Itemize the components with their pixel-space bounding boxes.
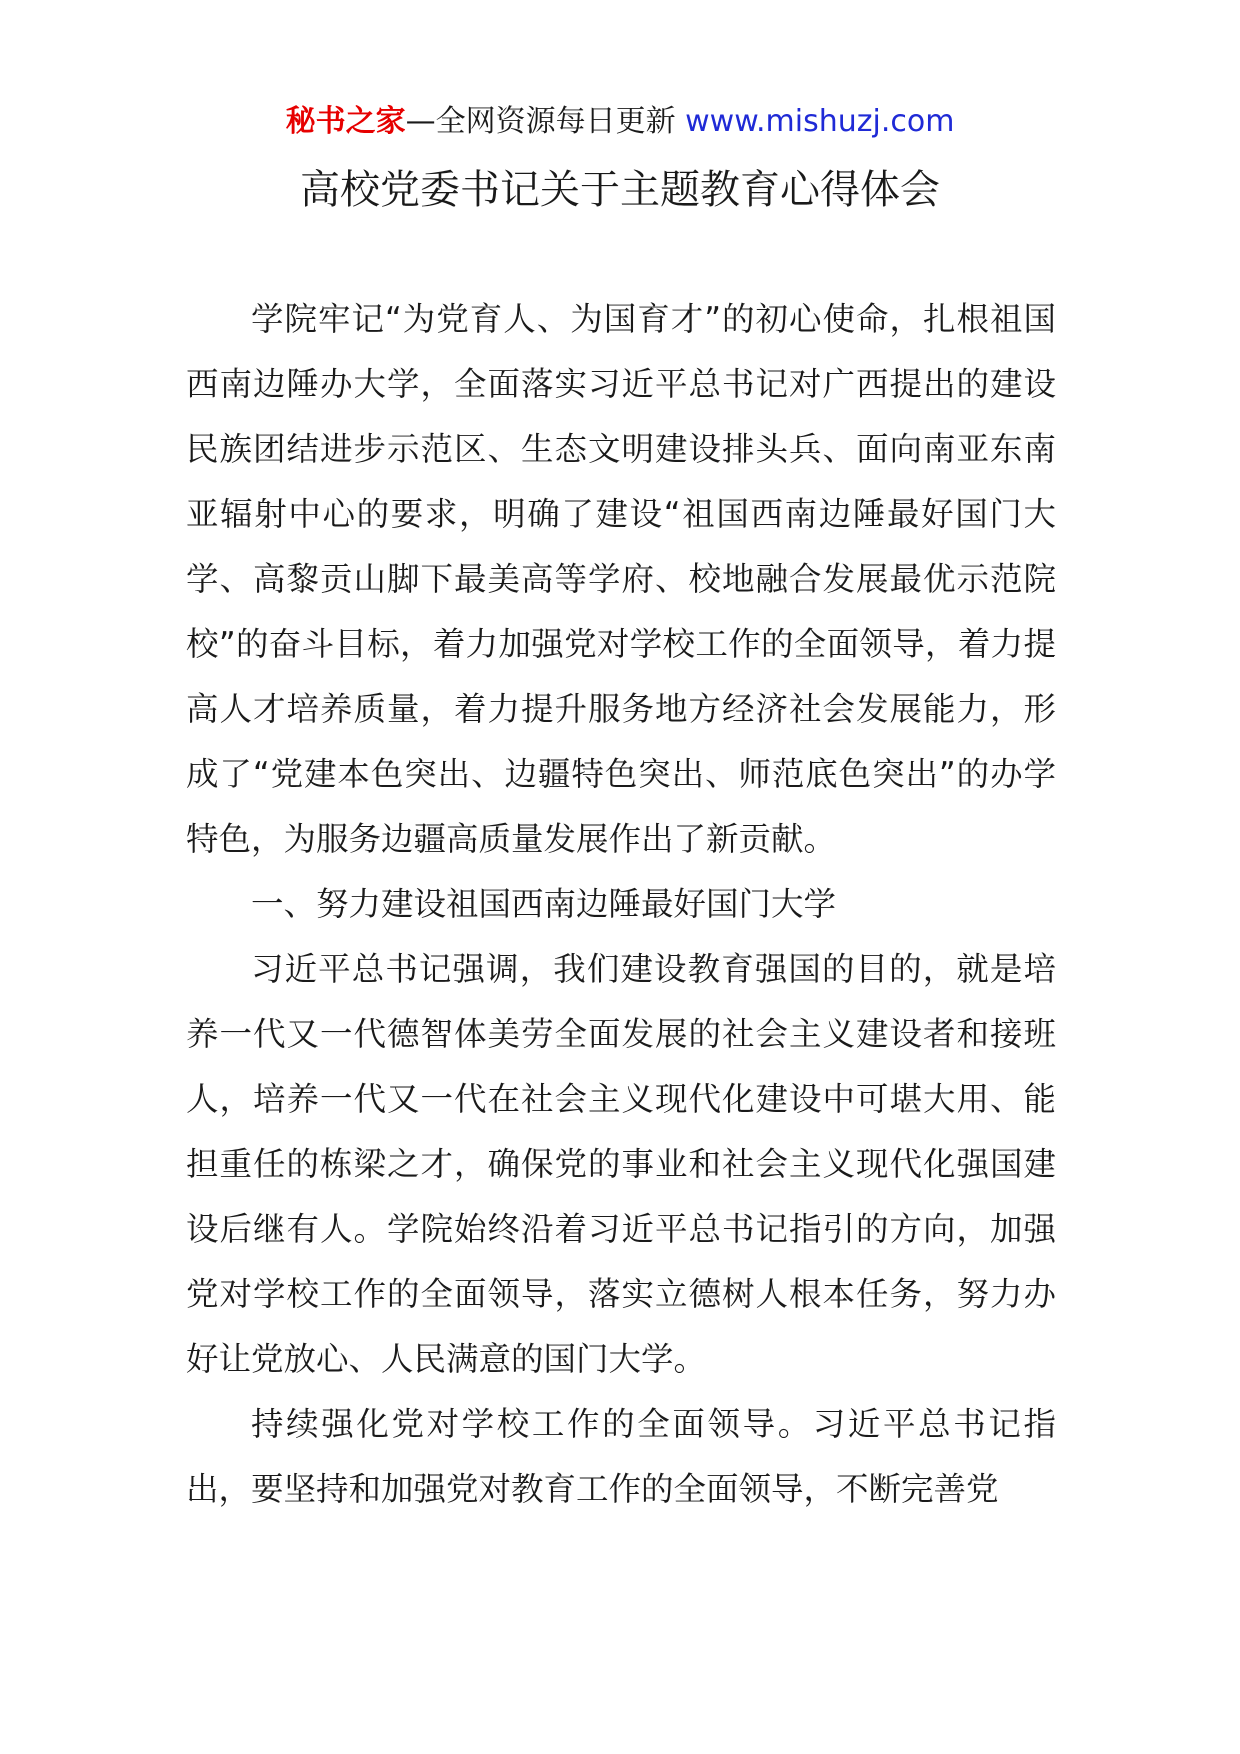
section-heading: 一、努力建设祖国西南边陲最好国门大学 — [251, 885, 837, 923]
brand-name: 秘书之家 — [285, 104, 406, 139]
document-title: 高校党委书记关于主题教育心得体会 — [300, 167, 940, 213]
paragraph: 习近平总书记强调，我们建设教育强国的目的，就是培养一代又一代德智体美劳全面发展的社会主义建设者和接班人，培养一代又一代在社会主义现代化建设中可堪大用、能担重任的栋梁之才，确保党的事业和社会主义现代化强国建设后继有人。学院始终沿着习近平总书记指引的方向，加强党对学校工作的全面领导，落实立德树人根本任务，努力办好让党放心、人民满意的国门大学。 — [186, 950, 1056, 1378]
paragraph: 学院牢记“为党育人、为国育才”的初心使命，扎根祖国西南边陲办大学，全面落实习近平总书记对广西提出的建设民族团结进步示范区、生态文明建设排头兵、面向南亚东南亚辐射中心的要求，明确了建设“祖国西南边陲最好国门大学、高黎贡山脚下最美高等学府、校地融合发展最优示范院校”的奋斗目标，着力加强党对学校工作的全面领导，着力提高人才培养质量，着力提升服务地方经济社会发展能力，形成了“党建本色突出、边疆特色突出、师范底色突出”的办学特色，为服务边疆高质量发展作出了新贡献。 — [186, 300, 1056, 858]
document-body — [186, 287, 1056, 1522]
paragraph: 持续强化党对学校工作的全面领导。习近平总书记指出，要坚持和加强党对教育工作的全面领导，不断完善党 — [186, 1405, 1056, 1508]
header-tagline: —全网资源每日更新 — [405, 104, 686, 139]
site-url: www.mishuzj.com — [685, 104, 955, 139]
site-header — [0, 100, 1240, 144]
